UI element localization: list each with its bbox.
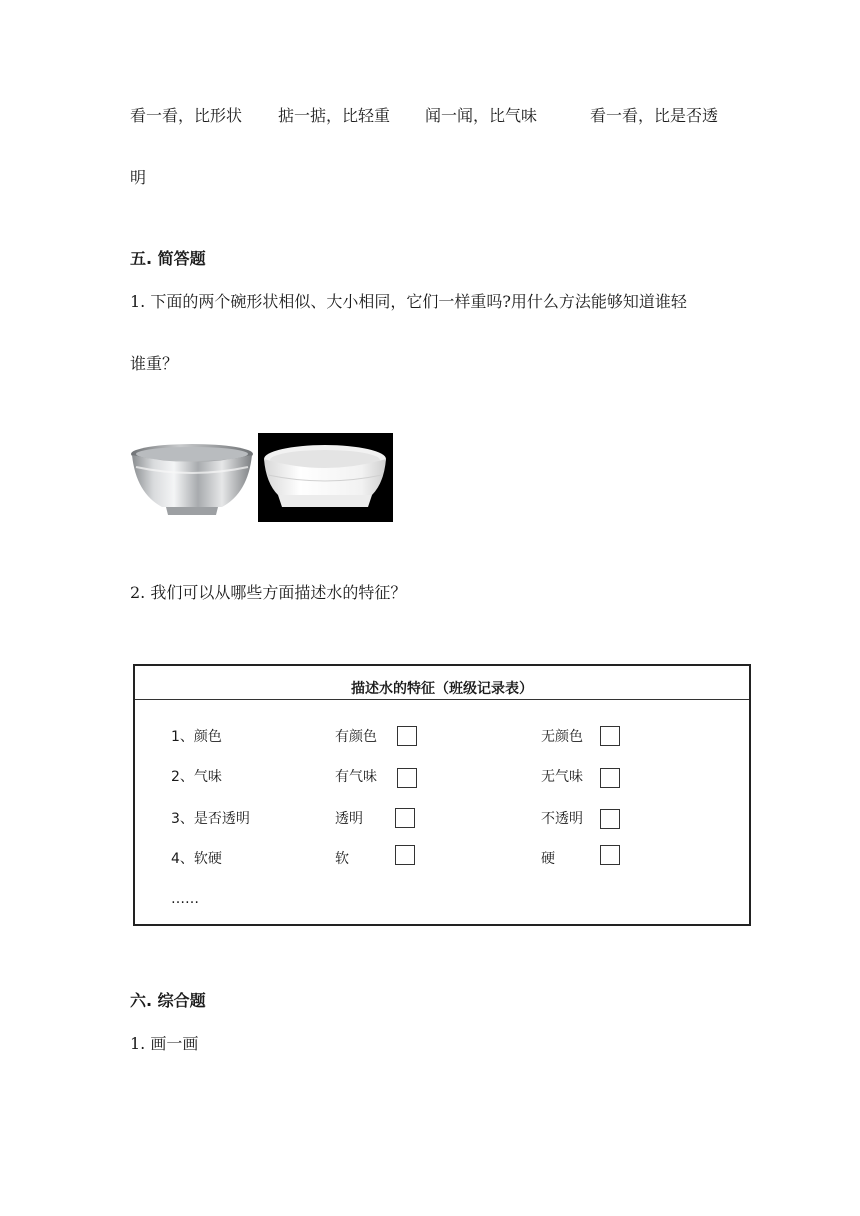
record-table-title-row — [135, 666, 749, 700]
section-5-heading: 五. 简答题 — [130, 249, 206, 268]
option-no-color: 无颜色 — [541, 729, 583, 745]
ceramic-bowl-image — [258, 433, 393, 522]
question-1-line-1: 1. 下面的两个碗形状相似、大小相同，它们一样重吗?用什么方法能够知道谁轻 — [130, 292, 687, 311]
option-has-color: 有颜色 — [335, 729, 377, 745]
option-hard: 硬 — [541, 851, 555, 867]
option-has-smell: 有气味 — [335, 769, 377, 785]
checkbox-soft[interactable] — [395, 845, 415, 865]
steel-bowl-image — [130, 441, 255, 521]
option-soft: 软 — [335, 851, 349, 867]
option-shape: 看一看，比形状 — [130, 106, 243, 125]
checkbox-hard[interactable] — [600, 845, 620, 865]
checkbox-no-smell[interactable] — [600, 768, 620, 788]
checkbox-transparent[interactable] — [395, 808, 415, 828]
checkbox-no-color[interactable] — [600, 726, 620, 746]
record-table-title: 描述水的特征（班级记录表） — [351, 681, 533, 697]
feature-label-smell: 2、气味 — [171, 769, 222, 785]
option-transparency: 看一看，比是否透 — [590, 106, 719, 125]
option-transparency-continued: 明 — [130, 168, 147, 187]
water-features-record-table — [133, 664, 751, 926]
option-smell: 闻一闻，比气味 — [425, 106, 538, 125]
question-1-line-2: 谁重？ — [130, 354, 179, 373]
option-transparent: 透明 — [335, 811, 363, 827]
section-6-question-1: 1. 画一画 — [130, 1034, 199, 1053]
question-2: 2. 我们可以从哪些方面描述水的特征？ — [130, 583, 407, 602]
checkbox-has-smell[interactable] — [397, 768, 417, 788]
feature-label-color: 1、颜色 — [171, 729, 222, 745]
option-no-smell: 无气味 — [541, 769, 583, 785]
feature-label-transparency: 3、是否透明 — [171, 811, 250, 827]
table-ellipsis: …… — [171, 891, 199, 907]
checkbox-has-color[interactable] — [397, 726, 417, 746]
option-weight: 掂一掂，比轻重 — [278, 106, 391, 125]
feature-label-hardness: 4、软硬 — [171, 851, 222, 867]
section-6-heading: 六. 综合题 — [130, 991, 206, 1010]
checkbox-opaque[interactable] — [600, 809, 620, 829]
option-opaque: 不透明 — [541, 811, 583, 827]
